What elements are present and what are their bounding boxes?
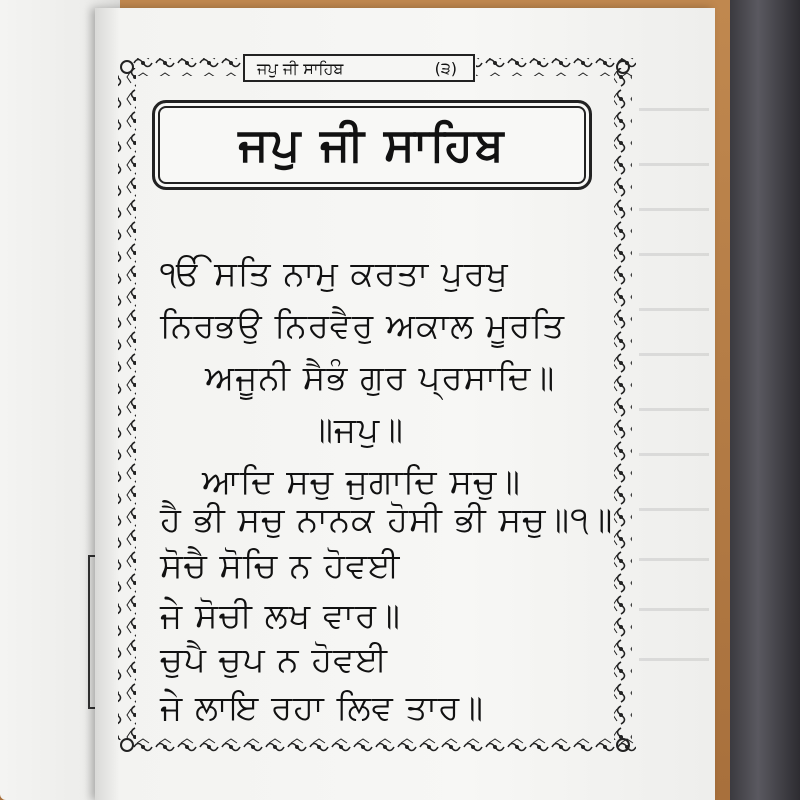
page-number: (੩) (434, 59, 457, 78)
page-title: ਜਪੁ ਜੀ ਸਾਹਿਬ (238, 117, 506, 171)
running-header (243, 54, 475, 82)
verse-line: ਆਦਿ ਸਚੁ ਜੁਗਾਦਿ ਸਚੁ॥ (202, 462, 521, 502)
verse-line: ਜੇ ਲਾਇ ਰਹਾ ਲਿਵ ਤਾਰ॥ (160, 688, 485, 728)
verse-line: ਅਜੂਨੀ ਸੈਭੰ ਗੁਰ ਪ੍ਰਸਾਦਿ॥ (205, 358, 556, 398)
verse-line: ॥ਜਪੁ॥ (310, 410, 404, 450)
header-title: ਜਪੁ ਜੀ ਸਾਹਿਬ (257, 59, 344, 78)
verse-line: ਹੈ ਭੀ ਸਚੁ ਨਾਨਕ ਹੋਸੀ ਭੀ ਸਚੁ॥੧॥ (160, 500, 614, 540)
verse-line: ਜੇ ਸੋਚੀ ਲਖ ਵਾਰ॥ (160, 596, 401, 636)
title-box (152, 100, 592, 190)
verse-line: ਨਿਰਭਉ ਨਿਰਵੈਰੁ ਅਕਾਲ ਮੂਰਤਿ (160, 306, 566, 346)
verse-line: ੴ ਸਤਿ ਨਾਮੁ ਕਰਤਾ ਪੁਰਖੁ (160, 254, 509, 294)
verse-line: ਸੋਚੈ ਸੋਚਿ ਨ ਹੋਵਈ (160, 546, 401, 586)
verse-line: ਚੁਪੈ ਚੁਪ ਨ ਹੋਵਈ (160, 640, 389, 680)
